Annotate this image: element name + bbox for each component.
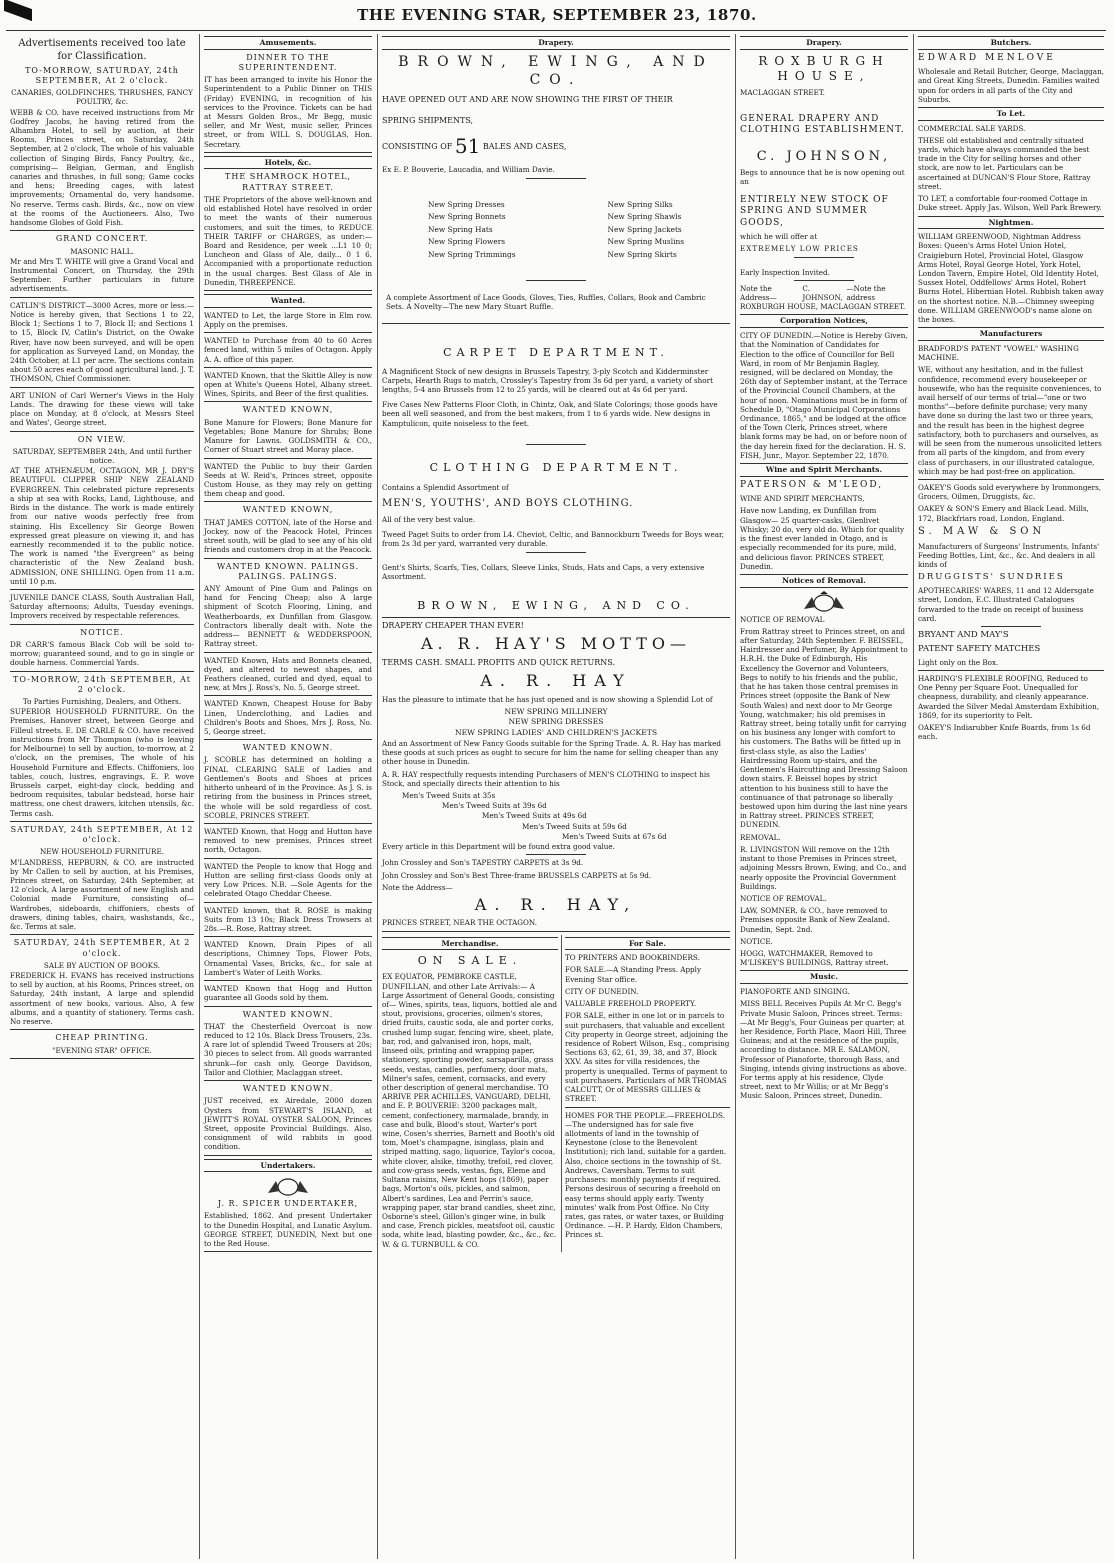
wine-sub: WINE AND SPIRIT MERCHANTS, xyxy=(740,494,865,504)
late-ad xyxy=(10,675,194,818)
note-address-full: ROXBURGH HOUSE, MACLAGGAN STREET. xyxy=(740,302,906,312)
classified-ad xyxy=(204,53,372,149)
ad-heading: WANTED KNOWN, xyxy=(242,405,334,415)
spring-list-left xyxy=(428,197,516,262)
ad-body: CATLIN'S DISTRICT—3000 Acres, more or less.—Notice is hereby given, that Sections 1 to 22, Block 1; Sections 1 to 7, Block II; and Sections 1 to 15, Block IV, Catlin's District, on the Owake River, have now been surveyed, and will be open for application as Surveyed Land, on Monday, the 24th October, at L1 per acre. The sections contain about 50 acres each of good agricultural land. J. T. THOMSON, Chief Commissioner. xyxy=(10,300,195,384)
spring-item: New Spring Trimmings xyxy=(428,249,516,259)
ad-body: Mr and Mrs T. WHITE will give a Grand Vocal and Instrumental Concert, on Thursday, the 29th September. Further particulars in future advertisements. xyxy=(10,256,194,294)
section-head-to-let: To Let. xyxy=(918,107,1104,121)
ad-body: WANTED Known, Cheapest House for Baby Linen, Underclothing, and Ladies and Children's Boots and Shoes, Mrs J. Ross, No. 5, George street. xyxy=(204,699,372,737)
hay-address: PRINCES STREET, NEAR THE OCTAGON. xyxy=(382,918,538,928)
ad-heading: ON VIEW. xyxy=(77,434,127,444)
late-ads-list xyxy=(10,66,194,1059)
divider xyxy=(10,589,194,590)
hay-items xyxy=(382,707,730,738)
night-body: WILLIAM GREENWOOD, Nightman Address Boxes: Queen's Arms Hotel Union Hotel, Craigieburn Hotel, Provincial Hotel, Glasgow Arms Hotel, Royal George Hotel, York Hotel, London Tavern, Empire Hotel, Old Identity Hotel, Sussex Hotel, Oddfellows' Arms Hotel, Robert Burns Hotel, Hibernian Hotel. Rubbish taken away on the shortest notice. N.B.—Chimney sweeping done. WILLIAM GREENWOOD's name alone on the boxes. xyxy=(918,232,1104,325)
note-address-right: —Note the address xyxy=(846,283,886,303)
divider xyxy=(204,367,372,368)
oakey-2: OAKEY & SON'S Emery and Black Lead. Mills, 172, Blackfriars road, London, England. xyxy=(918,504,1089,523)
divider xyxy=(204,739,372,740)
divider xyxy=(204,980,372,981)
classified-ad xyxy=(204,1010,372,1078)
clothing-shirts: Gent's Shirts, Scarfs, Ties, Collars, Sleeve Links, Studs, Hats and Caps, a very extensive Assortment. xyxy=(382,562,705,581)
hay-suit-price: Men's Tweed Suits at 59s 6d xyxy=(522,821,627,831)
ad-heading: NOTICE. xyxy=(80,627,124,637)
section-head-removal: Notices of Removal. xyxy=(740,574,908,588)
ad-heading: CHEAP PRINTING. xyxy=(55,1033,149,1043)
maw-title: S. MAW & SON xyxy=(918,525,1046,537)
classified-ad xyxy=(204,984,372,1002)
ad-body: Established, 1862. And present Undertaker to the Dunedin Hospital, and Lunatic Asylum. GEORGE STREET, DUNEDIN, Next but one to the Red House. xyxy=(204,1211,372,1249)
wine-body: Have now Landing, ex Dunfillan from Glasgow— 25 quarter-casks, Glenlivet Whisky; 20 do, very old do. Which for quality is the finest ever landed in Otago, and is especially recommended for its pure, mild, and delicious flavor. PRINCES STREET, Dunedin. xyxy=(740,506,905,571)
classified-ad xyxy=(204,699,372,736)
ad-body: M'LANDRESS, HEPBURN, & CO. are instructed by Mr Callen to sell by auction, at his Premises, Princes street, on Saturday, 24th September, at 12 o'clock, A large assortment of new English and Colonial made Furniture, consisting of— Wardrobes, sideboards, chiffoniers, chests of drawers, dining tables, chairs, washstands, &c., &c. Terms at sale. xyxy=(10,857,194,932)
section-head: Amusements. xyxy=(204,36,372,50)
section-head-butchers: Butchers. xyxy=(918,36,1104,50)
section-head-wine: Wine and Spirit Merchants. xyxy=(740,463,908,477)
divider xyxy=(204,401,372,402)
divider xyxy=(204,1155,372,1156)
clothing-big: MEN'S, YOUTHS', AND BOYS CLOTHING. xyxy=(382,498,634,510)
classified-ad xyxy=(204,462,372,499)
classified-ad xyxy=(204,1199,372,1248)
ad-body: THE Proprietors of the above well-known and old established Hotel have resolved in order to meet the wants of their numerous customers, and suit the times, to REDUCE THEIR TARIFF or CHARGES, as under:— Board and Residence, per week ...L1 10 0; Luncheon and Glass of Ale, daily... 0 1 6. Accompanied with a proportionate reduction in the usual charges. Best Glass of Ale in Dunedin, THREEPENCE. xyxy=(204,194,372,287)
manu-title: BRADFORD'S PATENT "VOWEL" WASHING MACHINE. xyxy=(918,343,1079,363)
ad-body: WANTED to Purchase from 40 to 60 Acres fenced land, within 5 miles of Octagon. Apply A. A. office of this paper. xyxy=(204,336,372,364)
royal-arms-icon xyxy=(260,1175,316,1197)
section-head-for-sale: For Sale. xyxy=(565,937,730,951)
ad-heading: WANTED KNOWN. PALINGS. PALINGS. PALINGS. xyxy=(216,561,360,581)
section-head-music: Music. xyxy=(740,970,908,984)
ad-subheading: CANARIES, GOLDFINCHES, THRUSHES, FANCY POULTRY, &c. xyxy=(11,88,193,107)
section-head: Wanted. xyxy=(204,294,372,308)
ad-body: Bone Manure for Flowers; Bone Manure for Vegetables; Bone Manure for Shrubs; Bone Manure for Lawns. GOLDSMITH & CO., Corner of Stuart street and Moray place. xyxy=(204,417,372,455)
hay-pleasure: Has the pleasure to intimate that he has just opened and is now showing a Splendid Lot of xyxy=(382,694,713,704)
ad-body: THAT the Chesterfield Overcoat is now reduced to 12 10s. Black Dress Trousers, 23s. A rare lot of splendid Tweed Trousers at 20s; 30 pieces to select from. All goods warranted shrunk—for cash only. George Davidson, Tailor and Clothier, Maclaggan street. xyxy=(204,1021,373,1077)
spring-item: New Spring Dresses xyxy=(428,199,505,209)
divider xyxy=(382,323,730,324)
removal-title: NOTICE OF REMOVAL xyxy=(740,614,825,624)
divider xyxy=(10,821,194,822)
ad-body: ANY Amount of Pine Gum and Palings on hand for Fencing Cheap; also A large shipment of Scotch Flooring, Lining, and Weatherboards, ex Dunfillan from Glasgow. Contractors liberally dealt with. Note the address— BENNETT & WEDDERSPOON, Rattray street. xyxy=(204,583,372,649)
maw-body-2: APOTHECARIES' WARES, 11 and 12 Aldersgate street, London, E.C. Illustrated Catalogues forwarded to the trade on receipt of business card. xyxy=(918,586,1094,623)
sale-press: FOR SALE.—A Standing Press. Apply Evening Star office. xyxy=(565,965,702,984)
ad-body: SUPERIOR HOUSEHOLD FURNITURE. On the Premises, Hanover street, between George and Filleul streets. E. DE CARLE & CO. have received instructions from Mr Thompson (who is leaving for Melbourne) to sell by auction, to-morrow, at 2 o'clock, on the premises, The whole of his Household Furniture and Effects. Chiffoniers, loo tables, couch, lustres, engravings, E. P. wove Brussels carpet, eight-day clock, bedding and bedroom requisites, tabular bedstead, horse hair mattress, one chest drawers, kitchen utensils, &c. Terms cash. xyxy=(10,707,194,818)
notice-body: HOGG, WATCHMAKER, Removed to M'LISKEY'S BUILDINGS, Rattray street. xyxy=(740,949,889,968)
column-late-ads xyxy=(6,34,198,1559)
assortment-text: A complete Assortment of Lace Goods, Gloves, Ties, Ruffles, Collars, Book and Cambric Sets. A Novelty—The new Mary Stuart Ruffle. xyxy=(386,293,706,312)
hay-suit-price: Men's Tweed Suits at 39s 6d xyxy=(442,801,547,811)
removal-2-body: R. LIVINGSTON Will remove on the 12th instant to those Premises in Princes street, adjoining Messrs Brown, Ewing, and Co., and nearly opposite the Provincial Government Buildings. xyxy=(740,844,907,891)
removal-3-title: NOTICE OF REMOVAL. xyxy=(740,893,827,903)
classified-ad xyxy=(204,172,372,287)
maclaggan: MACLAGGAN STREET. xyxy=(740,88,825,98)
divider xyxy=(526,444,586,445)
drapery-cheaper: DRAPERY CHEAPER THAN EVER! xyxy=(382,621,524,631)
ad-body: WEBB & CO. have received instructions from Mr Godfrey Jacobs, he having retired from the Alhambra Hotel, to sell by auction, at their Rooms, Princes street, on Saturday, 24th September, at 2 o'clock, The whole of his valuable collection of Singing Birds, Fancy Poultry, &c., comprising— Belgian, German, and English canaries and thrushes, in full song; Game cocks and hens; Breeding cages, with latest improvements; Ornamental do, very handsome. No reserve. Terms cash. Birds, &c., now on view at the rooms of the Auctioneers. Also, Two handsome Globes of Gold Fish. xyxy=(10,107,194,228)
divider xyxy=(10,387,194,388)
ad-body: WANTED to Let, the large Store in Elm row. Apply on the premises. xyxy=(204,310,372,329)
divider xyxy=(565,1107,730,1108)
ad-heading: WANTED KNOWN, xyxy=(242,505,334,515)
hay-terms: TERMS CASH. SMALL PROFITS AND QUICK RETURNS. xyxy=(382,657,616,667)
spring-item: New Spring Silks xyxy=(607,199,673,209)
consisting-line xyxy=(382,134,730,160)
late-ad xyxy=(10,391,194,428)
ad-body: WANTED Known, that Hogg and Hutton have removed to new premises, Princes street north, Octagon. xyxy=(204,827,372,855)
ex-ships: Ex E. P. Bouverie, Laucadia, and William Davie. xyxy=(382,165,555,175)
spring-lists xyxy=(382,197,730,262)
divider xyxy=(382,617,730,618)
divider xyxy=(10,624,194,625)
ad-body: WANTED the People to know that Hogg and Hutton are selling first-class Goods only at very Low Prices. N.B. —Sole Agents for the celebrated Otago Cheddar Cheese. xyxy=(204,861,372,899)
divider xyxy=(204,458,372,459)
late-ad xyxy=(10,435,194,587)
maw-druggists: DRUGGISTS' SUNDRIES xyxy=(918,572,1065,583)
ad-heading: WANTED KNOWN. xyxy=(242,1084,334,1094)
masthead-rule xyxy=(6,30,1106,31)
begs: Begs to announce that he is now opening out an xyxy=(740,168,905,187)
royal-arms-icon xyxy=(796,591,852,613)
for-sale-section xyxy=(562,935,730,1252)
divider xyxy=(204,501,372,502)
section-head-drapery-2: Drapery. xyxy=(740,36,908,50)
sale-body: FOR SALE, either in one lot or in parcels to suit purchasers, that valuable and excellent City property in George street, adjoining the residence of Robert Wilson, Esq., comprising Sections 63, 62, 61, 39, 38, and 37, Block XXV. As sites for villa residences, the property is unequalled. Terms of payment to suit purchasers. Particulars of MR THOMAS CALCUTT, Or of MESSRS GILLIES & STREET. xyxy=(565,1011,730,1104)
carpet-body: A Magnificent Stock of new designs in Brussels Tapestry, 3-ply Scotch and Kidderminster Carpets, Hearth Rugs to match, Crossley's Tapestry from 3s 6d per yard, a variety of short lengths, 5-4 ano Brussels from 12 to 25 yards, will be cleared out at 4s 6d per yard. xyxy=(382,366,713,394)
classified-ad xyxy=(204,827,372,855)
spring-shipments: SPRING SHIPMENTS, xyxy=(382,115,474,125)
late-ad xyxy=(10,66,194,228)
consisting-post: BALES AND CASES, xyxy=(482,141,567,151)
bryant-sub: PATENT SAFETY MATCHES xyxy=(918,643,1041,654)
hay-suit-price: Men's Tweed Suits at 49s 6d xyxy=(482,811,587,821)
merchandise-section xyxy=(382,935,562,1252)
divider xyxy=(10,671,194,672)
brown-ewing-signature: BROWN, EWING, AND CO. xyxy=(417,599,695,613)
ad-body: ART UNION of Carl Werner's Views in the Holy Lands. The drawing for these views will take place on Monday, at 8 o'clock, at Messrs Steel and Wates', George street. xyxy=(10,390,194,428)
divider xyxy=(204,558,372,559)
ad-body: WANTED Known, Drain Pipes of all descriptions, Chimney Tops, Flower Pots, Ornamental Vases, Bricks, &c., for sale at Lambert's Water of Leith Works. xyxy=(204,940,372,977)
divider xyxy=(382,931,730,932)
hay-motto: A. R. HAY'S MOTTO— xyxy=(420,634,692,654)
ad-body: WANTED Known, Hats and Bonnets cleaned, dyed, and altered to newest shapes, and Feathers cleaned, curled and dyed, equal to new, at Mrs J. Ross's, No. 5, George street. xyxy=(204,655,372,693)
opening-line: HAVE OPENED OUT AND ARE NOW SHOWING THE FIRST OF THEIR xyxy=(382,95,673,105)
let-body-2: TO LET, a comfortable four-roomed Cottage in Duke street. Apply Jas. Wilson, Well Park Brewery. xyxy=(918,194,1102,213)
ad-subheading: MASONIC HALL. xyxy=(70,246,134,256)
clothing-value: All of the very best value. xyxy=(382,514,476,524)
entirely-new: ENTIRELY NEW STOCK OF SPRING AND SUMMER GOODS, xyxy=(740,194,889,228)
spring-item: New Spring Jackets xyxy=(607,224,682,234)
classified-ad xyxy=(204,371,372,399)
ad-body: WANTED the Public to buy their Garden Seeds at W. Reid's, Princes street, opposite Custom House, as they may rely on getting them cheap and good. xyxy=(204,461,372,499)
masthead xyxy=(0,0,1114,30)
roxburgh-title: ROXBURGH HOUSE, xyxy=(758,53,890,83)
spring-list-right xyxy=(608,197,684,262)
brown-ewing-title: BROWN, EWING, AND CO. xyxy=(398,53,714,88)
butchers-name: EDWARD MENLOVE xyxy=(918,52,1056,63)
clothing-tweed: Tweed Paget Suits to order from L4. Cheviot, Celtic, and Bannockburn Tweeds for Boys wear, from 2s 3d per yard, warranted very durable. xyxy=(382,530,724,549)
spring-item: New Spring Skirts xyxy=(607,249,677,259)
ad-heading: SATURDAY, 24th SEPTEMBER, At 12 o'clock. xyxy=(10,824,194,845)
ad-subheading: "EVENING STAR" OFFICE. xyxy=(52,1045,152,1055)
column-drapery-brown-ewing xyxy=(378,34,734,1559)
divider xyxy=(204,936,372,937)
bryant-title: BRYANT AND MAY'S xyxy=(918,630,1009,641)
ad-subheading: To Parties Furnishing, Dealers, and Others. xyxy=(22,697,182,707)
divider xyxy=(526,178,586,179)
divider xyxy=(10,230,194,231)
late-ads-header: Advertisements received too late for Classification. xyxy=(18,38,186,62)
section-head: Hotels, &c. xyxy=(204,156,372,170)
hay-item: NEW SPRING LADIES' AND CHILDREN'S JACKETS xyxy=(454,728,658,738)
spring-item: New Spring Hats xyxy=(428,224,493,234)
ad-heading: DINNER TO THE SUPERINTENDENT. xyxy=(238,52,338,72)
section-head-nightmen: Nightmen. xyxy=(918,216,1104,230)
late-ad xyxy=(10,628,194,668)
music-title: PIANOFORTE AND SINGING. xyxy=(740,987,850,997)
hay-request: A. R. HAY respectfully requests intending Purchasers of MEN'S CLOTHING to inspect his Stock, and specially directs their attention to his xyxy=(382,769,710,788)
bryant-body: Light only on the Box. xyxy=(918,657,999,667)
divider xyxy=(204,695,372,696)
hay-every: Every article in this Department will be found extra good value. xyxy=(382,842,615,852)
divider xyxy=(794,280,854,281)
sale-city: CITY OF DUNEDIN. xyxy=(565,986,639,996)
hay-name-2: A. R. HAY, xyxy=(474,894,638,914)
let-body: THESE old established and centrally situated yards, which have always commanded the best trade in the City for selling horses and other stock, are now to let. Particulars can be ascertained at DUNCAN'S Flour Store, Rattray street. xyxy=(918,135,1091,191)
note-address-row xyxy=(740,284,908,302)
classified-ad xyxy=(204,906,372,934)
divider xyxy=(10,934,194,935)
ad-body: WANTED Known, that the Skittle Alley is now open at White's Queens Hotel, Albany street. Wines, Spirits, and Beer of the first qualities. xyxy=(204,370,372,399)
hay-suit-price: Men's Tweed Suits at 67s 6d xyxy=(562,831,667,841)
classified-ad xyxy=(204,505,372,554)
ad-heading: GRAND CONCERT. xyxy=(55,234,149,244)
sale-printers: TO PRINTERS AND BOOKBINDERS. xyxy=(565,953,700,963)
late-ad xyxy=(10,593,194,621)
carpet-department-title: CARPET DEPARTMENT. xyxy=(443,346,669,360)
divider xyxy=(204,858,372,859)
divider xyxy=(204,823,372,824)
hay-note: Note the Address— xyxy=(382,882,453,892)
divider xyxy=(10,1029,194,1030)
divider xyxy=(10,1058,194,1059)
removal-2-title: REMOVAL. xyxy=(740,832,781,842)
spring-item: New Spring Bonnets xyxy=(428,212,506,222)
spring-item: New Spring Muslins xyxy=(607,237,684,247)
ad-body: AT THE ATHENÆUM, OCTAGON, MR J. DRY'S BEAUTIFUL CLIPPER SHIP NEW ZEALAND EVERGREEN. This celebrated picture represents a ship at sea with Rocks, Land, Lighthouse, and Birds in the distance. The work is made entirely from our native woods perfectly free from staining. His Excellency Sir George Bowen expressed great pleasure on viewing it, and has earnestly recommended it to the public notice. The work is named "the Evergreen" as being characteristic of the New Zealand bush. ADMISSION, ONE SHILLING. Open from 11 a.m. until 10 p.m. xyxy=(10,466,194,586)
hay-carpets-2: John Crossley and Son's Best Three-frame BRUSSELS CARPETS at 5s 9d. xyxy=(382,870,652,880)
corp-body: CITY OF DUNEDIN.—Notice is Hereby Given, that the Nomination of Candidates for Election to the office of Councillor for Bell Ward, in room of Mr Benjamin Bagley, resigned, will be declared on Monday, the 26th day of September instant, at the Terrace of the Provincial Council Chambers, at the hour of noon. Nominations must be in form of Schedule D, "Otago Municipal Corporations Ordinance, 1865," and be lodged at the office of the Town Clerk, Princes street, where blank forms may be had, on or before noon of the day herein fixed for the declaration. H. S. FISH, Junr., Mayor. September 22, 1870. xyxy=(740,331,908,460)
late-ad xyxy=(10,825,194,931)
merch-title: ON SALE. xyxy=(417,954,523,968)
ad-body: DR CARR'S famous Black Cob will be sold to-morrow; guaranteed sound, and to go in single or double harness. Commercial Yards. xyxy=(10,639,194,668)
divider xyxy=(204,1080,372,1081)
classified-ad xyxy=(204,656,372,693)
johnson-name: C. JOHNSON, xyxy=(756,148,892,164)
sale-homes: HOMES FOR THE PEOPLE.—FREEHOLDS.—The undersigned has for sale five allotments of land in the township of Keynestone (close to the Benevolent Institution); rich land, suitable for a garden. Also, choice sections in the township of St. Andrews, Caversham. Terms to suit purchasers: monthly payments if required. Persons desirous of securing a freehold on easy terms should apply early. Twenty minutes' walk from Post Office. No City rates, gas rates, or water taxes, or Building Ordinance. —H. P. Hardy, Eldon Chambers, Princes st. xyxy=(565,1110,727,1240)
divider xyxy=(526,854,586,855)
column-trades xyxy=(914,34,1108,1559)
hay-item: NEW SPRING DRESSES xyxy=(508,717,604,727)
ad-body: JUVENILE DANCE CLASS, South Australian Hall, Saturday afternoons; Adults, Tuesday evenings. Improvers received by respectable references. xyxy=(10,593,194,621)
sale-freehold: VALUABLE FREEHOLD PROPERTY. xyxy=(565,999,697,1009)
clothing-department-title: CLOTHING DEPARTMENT. xyxy=(429,460,683,474)
section-head-merchandise: Merchandise. xyxy=(382,937,558,951)
manu-body: WE, without any hesitation, and in the fullest confidence, recommend every housekeeper or housewife, who has the requisite conveniences, to avail herself of our terms of trial—"one or two months"—before definite purchase; very many have done so during the last two or three years, and the result has been in the highest degree satisfactory, both to purchasers and ourselves, as will be seen from the numerous unsolicited letters from all parts of the kingdom, and from every class of purchasers, in our illustrated catalogue, which may be had post-free on application. xyxy=(918,365,1102,476)
ad-subheading: SATURDAY, SEPTEMBER 24th, And until further notice. xyxy=(12,446,192,465)
spring-item: New Spring Shawls xyxy=(607,212,682,222)
divider xyxy=(204,332,372,333)
ad-body: WANTED Known that Hogg and Hutton guarantee all Goods sold by them. xyxy=(204,984,372,1003)
ad-heading: THE SHAMROCK HOTEL, RATTRAY STREET. xyxy=(225,172,351,192)
classified-ad xyxy=(204,940,372,977)
divider xyxy=(204,1251,372,1252)
hay-carpets-1: John Crossley and Son's TAPESTRY CARPETS at 3s 9d. xyxy=(382,858,584,868)
ad-heading: SATURDAY, 24th SEPTEMBER, At 2 o'clock. xyxy=(13,938,191,958)
ad-subheading: NEW HOUSEHOLD FURNITURE. xyxy=(40,847,164,857)
ad-heading: TO-MORROW, 24th SEPTEMBER, At 2 o'clock. xyxy=(13,674,191,694)
consisting-pre: CONSISTING OF xyxy=(382,141,453,151)
hay-name: A. R. HAY xyxy=(480,671,632,691)
column-classified xyxy=(200,34,376,1559)
ad-heading: TO-MORROW, SATURDAY, 24th SEPTEMBER, At 2 o'clock. xyxy=(25,65,179,85)
divider xyxy=(526,552,586,553)
removal-3-body: LAW, SOMNER, & CO., have removed to Premises opposite Bank of New Zealand. Dunedin, Sept. 2nd. xyxy=(740,906,890,934)
ad-body: THAT JAMES COTTON, late of the Horse and Jockey, now of the Peacock Hotel, Princes street south, will be glad to see any of his old friends and customers drop in at the Peacock. xyxy=(204,517,372,555)
section-head-drapery: Drapery. xyxy=(382,36,730,50)
divider xyxy=(204,1006,372,1007)
late-ad xyxy=(10,1033,194,1054)
ad-subheading: SALE BY AUCTION OF BOOKS. xyxy=(43,960,161,970)
divider xyxy=(981,626,1041,627)
section-head: Undertakers. xyxy=(204,1159,372,1173)
classified-ad xyxy=(204,862,372,899)
maw-body: Manufacturers of Surgeons' Instruments, Infants' Feeding Bottles, Lint, &c., &c. And dealers in all kinds of xyxy=(918,541,1100,570)
offer: which he will offer at xyxy=(740,232,818,242)
butchers-body: Wholesale and Retail Butcher, George, Maclaggan, and Great King Streets, Dunedin. Families waited upon for orders in all parts of the City and Suburbs. xyxy=(918,67,1104,104)
late-ad xyxy=(10,301,194,384)
early-inspection: Early Inspection Invited. xyxy=(740,267,830,277)
ad-body: WANTED known, that R. ROSE is making Suits from 13 10s; Black Dress Trowsers at 28s.—R. Rose, Rattray street. xyxy=(204,905,372,933)
section-head-manufacturers: Manufacturers xyxy=(918,327,1104,341)
hay-suit-price: Men's Tweed Suits at 35s xyxy=(402,791,496,800)
classified-sections xyxy=(204,36,372,1252)
divider xyxy=(204,652,372,653)
low-prices: EXTREMELY LOW PRICES xyxy=(740,244,859,254)
classified-ad xyxy=(204,743,372,820)
removal-body: From Rattray street to Princes street, on and after Saturday, 24th September. F. BEISSEL, Hairdresser and Perfumer, By Appointment to H.R.H. the Duke of Edinburgh, His Excellency the Governor and Volunteers, Begs to notify to his friends and the public, that he has taken those central premises in Princes street (opposite the Bank of New South Wales) and next door to Mr George Young, watchmaker; his old premises in Rattray street, being totally unfit for carrying on his business any longer with comfort to his customers. The Baths will be fitted up in first-class style, as also the Ladies' Hairdressing Room up-stairs, and the Gentlemen's Haircutting and Dressing Saloon down stairs. F. Beissel hopes by strict attention to his business still to have the continuance of that patronage so liberally bestowed upon him during the last nine years in Rattray street. PRINCES STREET, DUNEDIN. xyxy=(740,626,908,830)
merch-sale-row xyxy=(382,935,730,1252)
late-ad xyxy=(10,938,194,1026)
classified-ad xyxy=(204,1084,372,1152)
ad-heading: WANTED KNOWN. xyxy=(242,743,334,753)
ad-body: FREDERICK H. EVANS has received instructions to sell by auction, at his Rooms, Princes street, on Saturday, 24th instant, A large and splendid assortment of new books, various. Also, A few albums, and a quantity of stationery. Terms cash. No reserve. xyxy=(10,971,194,1027)
late-ad xyxy=(10,234,194,293)
consisting-number: 51 xyxy=(454,133,481,158)
hay-suits xyxy=(382,791,730,841)
spring-item: New Spring Flowers xyxy=(428,237,506,247)
classified-ad xyxy=(204,311,372,329)
ad-heading: J. R. SPICER UNDERTAKER, xyxy=(217,1199,359,1209)
divider xyxy=(794,257,854,258)
clothing-contains: Contains a Splendid Assortment of xyxy=(382,482,509,492)
divider xyxy=(204,152,372,153)
note-address-name: C. JOHNSON, xyxy=(802,283,843,303)
divider xyxy=(204,290,372,291)
harding: HARDING'S FLEXIBLE ROOFING, Reduced to One Penny per Square Foot. Unequalled for cheapness, durability, and cleanly appearance. Awarded the Silver Medal Amsterdam Exhibition, 1869, for its superiority to Felt. xyxy=(918,674,1099,720)
note-address-left: Note the Address— xyxy=(740,283,777,303)
classified-ad xyxy=(204,405,372,454)
ad-heading: WANTED KNOWN. xyxy=(242,1009,334,1019)
notice-title: NOTICE. xyxy=(740,936,773,946)
carpet-body-2: Five Cases New Patterns Floor Cloth, in Chintz, Oak, and Slate Colorings; those goods have been all well seasoned, and from the best makers, from 1 to 6 yards wide. New designs in Kamptulicon, quite noiseless to the feet. xyxy=(382,400,718,428)
general-drapery: GENERAL DRAPERY AND CLOTHING ESTABLISHMENT. xyxy=(740,113,905,136)
masthead-title: THE EVENING STAR, SEPTEMBER 23, 1870. xyxy=(357,6,757,24)
divider xyxy=(526,280,586,281)
wine-name: PATERSON & M'LEOD, xyxy=(740,479,884,490)
hay-item: NEW SPRING MILLINERY xyxy=(504,706,608,716)
divider xyxy=(10,297,194,298)
let-title: COMMERCIAL SALE YARDS. xyxy=(918,123,1026,133)
section-head-corporation: Corporation Notices, xyxy=(740,314,908,328)
column-drapery-johnson xyxy=(736,34,912,1559)
ad-body: JUST received, ex Airedale, 2000 dozen Oysters from STEWART'S ISLAND, at JEWITT'S ROYAL OYSTER SALOON, Princes Street, opposite Provincial Buildings. Also, consignment of wild rabbits in good condition. xyxy=(204,1096,372,1152)
hay-assort: And an Assortment of New Fancy Goods suitable for the Spring Trade. A. R. Hay has marked these goods at such prices as ought to secure for him the name for selling cheaper than any other house in Dunedin. xyxy=(382,738,721,767)
merch-body: EX EQUATOR, PEMBROKE CASTLE, DUNFILLAN, and other Late Arrivals:— A Large Assortment of General Goods, consisting of— Wines, spirits, teas, liquors, bottled ale and stout, provisions, groceries, oilmen's stores, dried fruits, caustic soda, ale and porter corks, crushed lump sugar, fencing wire, sheet, plate, bar, rod, and galvanised iron, hops, malt, linseed oils, printing and wrapping paper, stationery, sporting powder, sarsaparilla, grass seeds, vestas, candles, perfumery, door mats, Milner's safes, cement, cornsacks, and every other description of general merchandise. TO ARRIVE PER ACHILLES, VANGUARD, DELHI, and E. P. BOUVERIE: 3200 packages malt, cement, confectionery, marmalade, brandy, in case and bulk, Blood's stout, Warter's port wine, Cosen's sherries, Barnett and Booth's old tom, Moet's champagne, isinglass, plain and striped matting, sago, liquorice, Taylor's cocoa, white clover, alsike, timothy, trefoil, red clover, and cow-grass seeds, vestas, figs, Eleme and Sultana raisins, New Kent hops (1869), paper bags, Morton's oils, pickles, and salmon, Albert's sardines, Lea and Perrin's sauce, wrapping paper, star brand candles, sheet zinc, Osborne's steel, Gillon's ginger wine, in bulk and case, French pickles, meatsfoot oil, caustic soda, white lead, blasting powder, &c., &c., &c. W. & G. TURNBULL & CO. xyxy=(382,972,557,1249)
music-body: MISS BELL Receives Pupils At Mr C. Begg's Private Music Saloon, Princes street. Terms:—At Mr Begg's, Four Guineas per quarter; at her Residence, Forth Place, Maori Hill, Three Guineas; and at the residence of the pupils, according to distance. MR E. SALAMON, Professor of Pianoforte, thorough Bass, and Singing, intends giving instructions as above. For terms apply at his residence, Clyde street, next to Mr Willis; or at Mr Begg's Music Saloon, Princes street, Dunedin. xyxy=(740,999,907,1101)
classified-ad xyxy=(204,562,372,649)
divider xyxy=(918,479,1104,480)
classified-ad xyxy=(204,336,372,364)
oakey-3: OAKEY'S Indiarubber Knife Boards, from 1s 6d each. xyxy=(918,723,1091,742)
divider xyxy=(918,670,1104,671)
oakey-1: OAKEY'S Goods sold everywhere by Ironmongers, Grocers, Oilmen, Druggists, &c. xyxy=(918,482,1102,502)
ad-body: IT has been arranged to invite his Honor the Superintendent to a Public Dinner on THIS (Friday) EVENING, in recognition of his services to the Province. Tickets can be had at Messrs Golden Bros., Mr Begg, music seller, and Mr West, music seller, Princes street, or from WILL S. DOUGLAS, Hon. Secretary. xyxy=(204,75,372,149)
divider xyxy=(204,902,372,903)
ad-body: J. SCOBLE has determined on holding a FINAL CLEARING SALE of Ladies and Gentlemen's Boots and Shoes at prices hitherto unheard of in the Province. As J. S. is retiring from the business in Princes street, the whole will be sold regardless of cost. SCOBLE, PRINCES STREET. xyxy=(204,755,372,820)
divider xyxy=(10,431,194,432)
